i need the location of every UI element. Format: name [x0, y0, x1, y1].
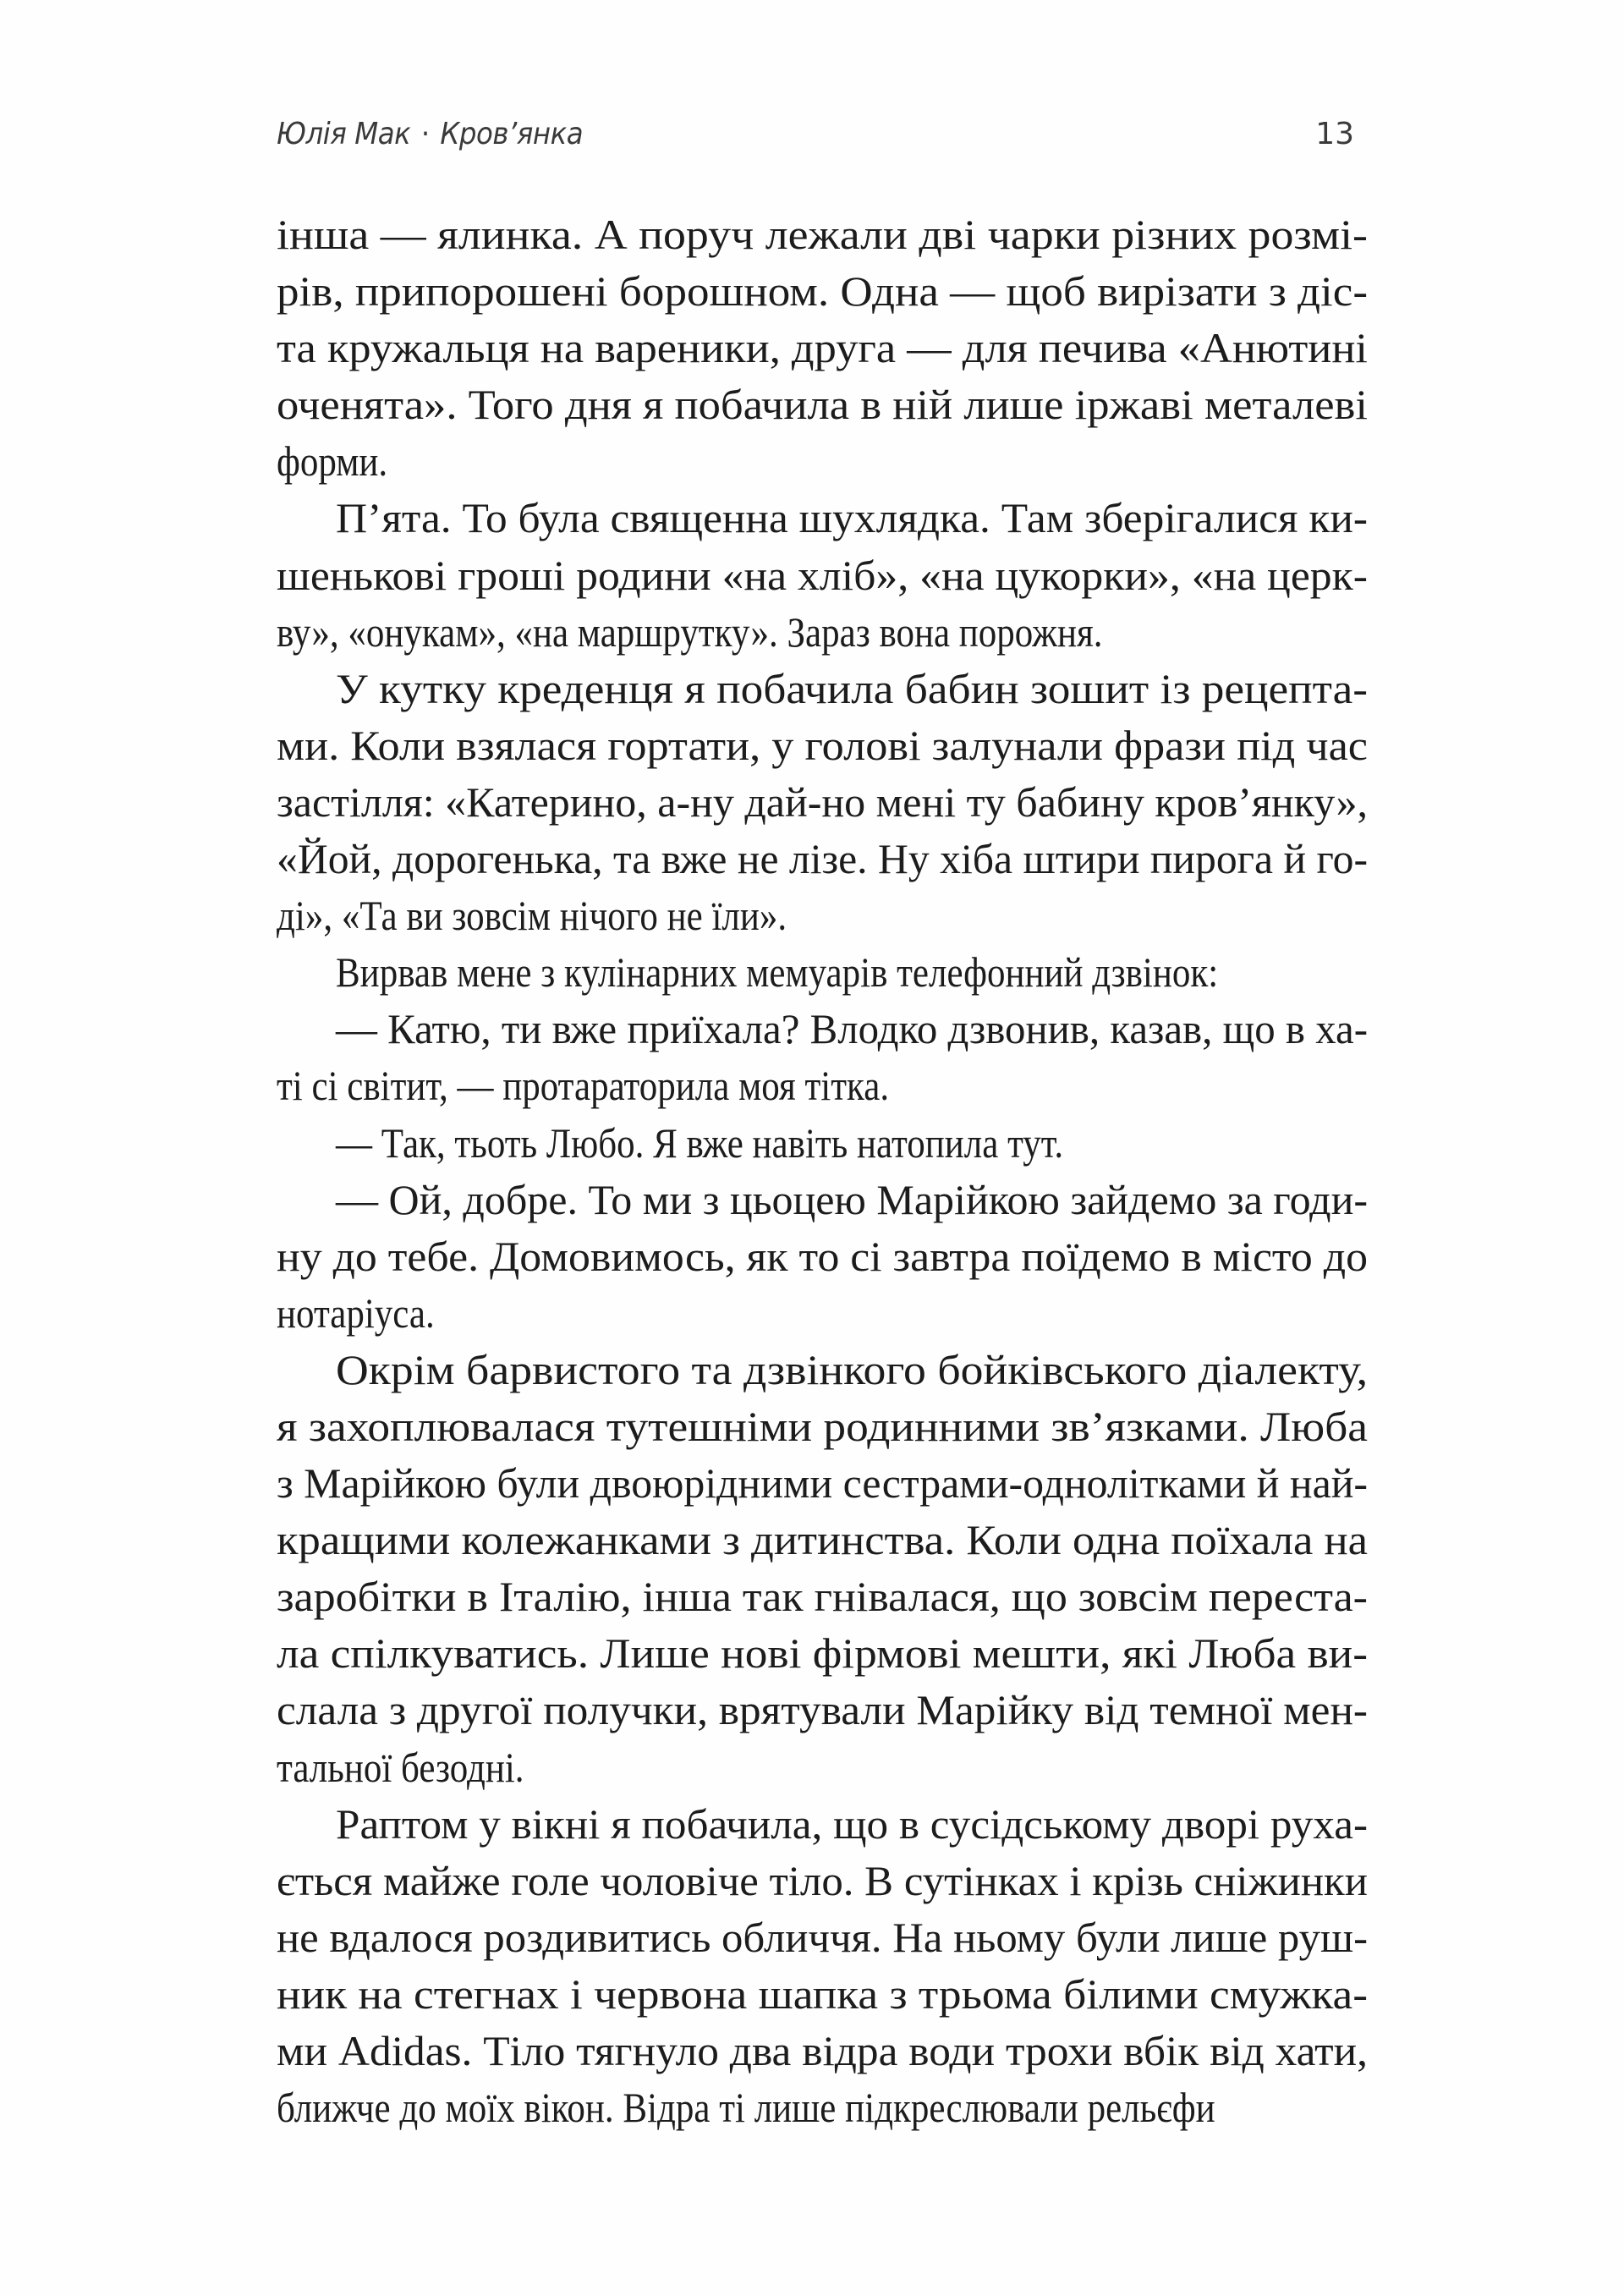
paragraph [277, 944, 1368, 1001]
text-line-content: не вдалося роздивитись обличчя. На ньому були лише руш- [277, 1913, 1368, 1961]
text-line-content: шенькові гроші родини «на хліб», «на цукорки», «на церк- [277, 551, 1368, 599]
text-line-content: Окрім барвистого та дзвінкого бойківського діалекту, [336, 1345, 1368, 1393]
text-line [277, 376, 1368, 433]
paragraph [277, 1115, 1368, 1172]
text-line-content: П’ята. То була священна шухлядка. Там зберігалися ки- [336, 494, 1368, 542]
book-title: Кров’янка [440, 117, 584, 151]
text-line-content: інша — ялинка. А поруч лежали дві чарки різних розмі- [277, 211, 1368, 258]
text-line [277, 717, 1368, 774]
paragraph [277, 1172, 1368, 1342]
text-line-content: ник на стегнах і червона шапка з трьома білими смужка- [277, 1969, 1369, 2018]
text-line [277, 1625, 1368, 1682]
text-line [277, 433, 1368, 490]
text-line [277, 1512, 1368, 1568]
page-number: 13 [1315, 117, 1354, 151]
text-line-content: — Катю, ти вже приїхала? Влодко дзвонив, казав, що в ха- [336, 1005, 1368, 1053]
text-line [277, 1342, 1368, 1398]
text-line-content: — Так, тьоть Любо. Я вже навіть натопила тут. [336, 1118, 1064, 1167]
header-separator: · [420, 117, 430, 151]
text-line [277, 263, 1368, 320]
text-line-content: Раптом у вікні я побачила, що в сусідському дворі руха- [336, 1799, 1368, 1848]
text-line [277, 1739, 1368, 1796]
text-line-content: Вирвав мене з кулінарних мемуарів телефонний дзвінок: [336, 948, 1219, 997]
text-line [277, 547, 1368, 604]
text-line [277, 1285, 1368, 1342]
text-line-content: оченята». Того дня я побачила в ній лише іржаві металеві [277, 381, 1368, 429]
text-line [277, 1796, 1368, 1853]
text-line [277, 944, 1368, 1001]
text-line [277, 2023, 1368, 2079]
text-line [277, 831, 1368, 887]
running-header [277, 112, 1368, 162]
text-line [277, 774, 1368, 831]
text-line-content: — Ой, добре. То ми з цьоцею Марійкою зайдемо за годи- [336, 1175, 1368, 1223]
text-line [277, 604, 1368, 661]
text-line-content: ми. Коли взялася гортати, у голові залунали фрази під час [277, 721, 1368, 769]
text-line [277, 1568, 1368, 1625]
text-line [277, 661, 1368, 717]
text-line-content: «Йой, дорогенька, та вже не лізе. Ну хіба штири пирога й го- [277, 835, 1368, 883]
text-line-content: форми. [277, 437, 388, 486]
text-line-content: кращими колежанками з дитинства. Коли одна поїхала на [277, 1516, 1368, 1564]
text-line-content: рів, припорошені борошном. Одна — щоб вирізати з діс- [277, 267, 1368, 316]
running-header-title [277, 117, 583, 151]
paragraph [277, 206, 1368, 490]
paragraph [277, 661, 1368, 944]
text-line [277, 1398, 1368, 1455]
text-line [277, 1115, 1368, 1172]
text-line-content: ті сі світит, — протараторила моя тітка. [277, 1062, 890, 1110]
paragraph [277, 1001, 1368, 1114]
paragraph [277, 1342, 1368, 1796]
paragraph [277, 490, 1368, 660]
author-name: Юлія Мак [277, 117, 411, 151]
text-line [277, 2079, 1368, 2136]
text-line-content: ється майже голе чоловіче тіло. В сутінках і крізь сніжинки [277, 1856, 1368, 1904]
text-line-content: ву», «онукам», «на маршрутку». Зараз вона порожня. [277, 607, 1103, 656]
text-line [277, 1682, 1368, 1738]
text-line-content: нотаріуса. [277, 1288, 435, 1337]
text-line-content: У кутку креденця я побачила бабин зошит із рецепта- [336, 664, 1368, 712]
text-line-content: застілля: «Катерино, а-ну дай-но мені ту бабину кров’янку», [277, 777, 1368, 826]
text-line [277, 1172, 1368, 1228]
text-line-content: ближче до моїх вікон. Відра ті лише підкреслювали рельєфи [277, 2084, 1215, 2132]
text-line [277, 1228, 1368, 1285]
text-line [277, 320, 1368, 376]
text-line [277, 1001, 1368, 1057]
text-line [277, 490, 1368, 547]
text-line-content: слала з другої получки, врятували Марійку від темної мен- [277, 1686, 1368, 1734]
text-line [277, 206, 1368, 263]
paragraph [277, 1796, 1368, 2137]
text-line-content: ну до тебе. Домовимось, як то сі завтра поїдемо в місто до [277, 1232, 1368, 1280]
text-line-content: я захоплювалася тутешніми родинними зв’язками. Люба [277, 1402, 1369, 1450]
text-line-content: ді», «Та ви зовсім нічого не їли». [277, 892, 787, 940]
text-line-content: та кружальця на вареники, друга — для печива «Анютині [277, 324, 1368, 372]
text-line-content: заробітки в Італію, інша так гнівалася, що зовсім переста- [277, 1573, 1368, 1621]
text-line [277, 1909, 1368, 1966]
text-line-content: тальної безодні. [277, 1743, 524, 1791]
text-line-content: з Марійкою були двоюрідними сестрами-однолітками й най- [277, 1459, 1368, 1508]
text-line [277, 1455, 1368, 1512]
text-line-content: ла спілкуватись. Лише нові фірмові мешти, які Люба ви- [277, 1629, 1368, 1678]
text-line [277, 1853, 1368, 1909]
text-line [277, 1966, 1368, 2023]
text-line-content: ми Adidas. Тіло тягнуло два відра води трохи вбік від хати, [277, 2027, 1368, 2074]
text-line [277, 1057, 1368, 1114]
text-line [277, 887, 1368, 944]
body-text [277, 206, 1368, 2136]
